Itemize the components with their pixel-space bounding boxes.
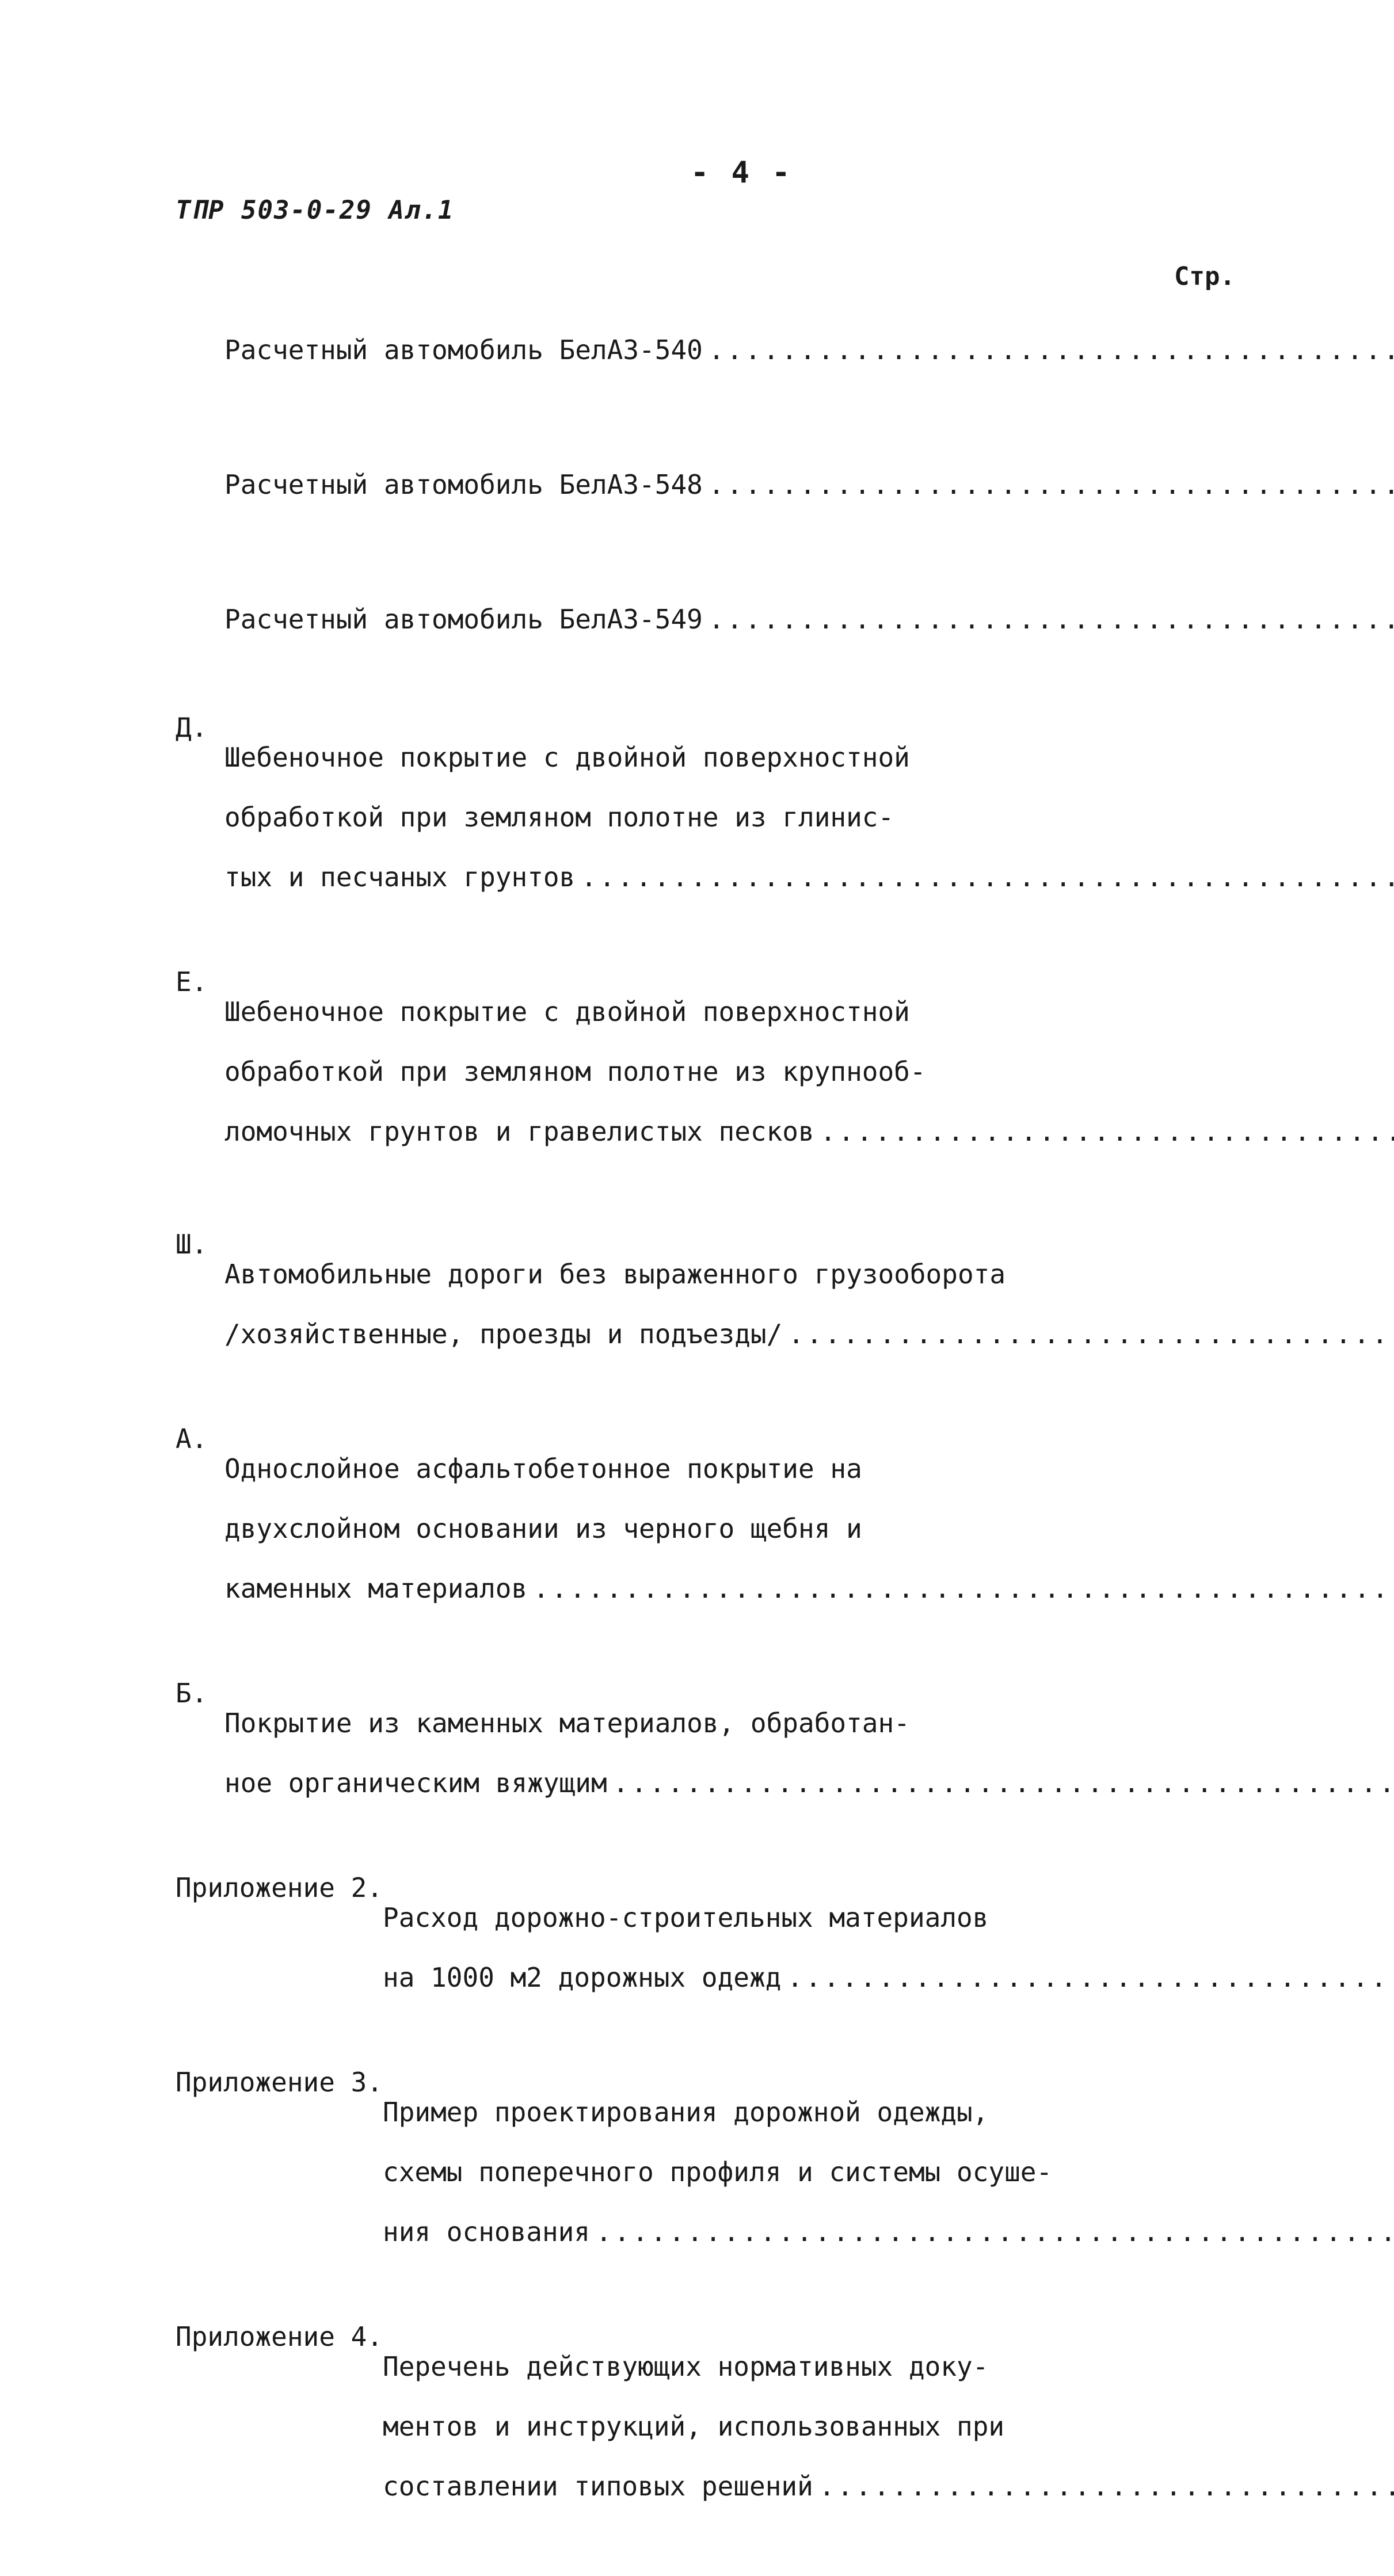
- toc-entry-marker: Д.: [176, 712, 208, 743]
- toc-entry-line: схемы поперечного профиля и системы осуше-: [383, 2156, 1053, 2188]
- toc-entry-title: ния основания: [383, 2216, 591, 2247]
- toc-entry: [176, 1229, 1240, 1409]
- toc-entry-text: [383, 2067, 1394, 2307]
- toc-entry: [176, 1678, 1240, 1858]
- toc-entry-marker: Б.: [176, 1678, 208, 1709]
- leader-dots: [613, 1768, 1394, 1798]
- page-number: - 4 -: [691, 155, 793, 190]
- toc-entry-text: [224, 305, 1394, 425]
- toc-entry: [176, 440, 1240, 559]
- leader-dots: [709, 604, 1394, 634]
- toc-entry: [176, 712, 1240, 952]
- toc-entry-line: Шебеночное покрытие с двойной поверхностной: [224, 996, 910, 1027]
- toc-entry-text: [383, 1873, 1394, 2052]
- page-column-header: Стр.: [1174, 262, 1235, 291]
- toc-entry-line: двухслойном основании из черного щебня и: [224, 1513, 862, 1544]
- toc-entry-title: Расчетный автомобиль БелАЗ-540: [224, 334, 703, 365]
- toc-entry-title: составлении типовых решений: [383, 2471, 813, 2502]
- toc-entry: [176, 2067, 1240, 2307]
- toc-entry: [176, 1424, 1240, 1663]
- toc-entry-line: Однослойное асфальтобетонное покрытие на: [224, 1453, 862, 1484]
- toc-entry-line: обработкой при земляном полотне из глинис-: [224, 802, 894, 833]
- toc-entry-marker: Приложение 3.: [176, 2067, 383, 2098]
- toc-entry-text: [224, 574, 1394, 694]
- toc-entry-text: [224, 1229, 1394, 1409]
- toc-entry-marker: Приложение 2.: [176, 1872, 383, 1903]
- toc-entry-line: Перечень действующих нормативных доку-: [383, 2351, 989, 2382]
- toc-entry-title: ное органическим вяжущим: [224, 1767, 607, 1798]
- toc-entry: [176, 2322, 1240, 2561]
- toc-entry-line: Пример проектирования дорожной одежды,: [383, 2097, 989, 2128]
- toc-entry-line: ментов и инструкций, использованных при: [383, 2411, 1005, 2442]
- toc-entry-line: Покрытие из каменных материалов, обработан-: [224, 1708, 910, 1739]
- toc-entry-title: Расчетный автомобиль БелАЗ-549: [224, 604, 703, 635]
- leader-dots: [533, 1573, 1394, 1603]
- toc-entry-title: каменных материалов: [224, 1573, 528, 1604]
- toc-entry-marker: А.: [176, 1423, 208, 1454]
- toc-entry-text: [383, 2322, 1394, 2561]
- toc-entry: [176, 305, 1240, 425]
- leader-dots: [787, 1963, 1394, 1992]
- toc-entry-title: Расчетный автомобиль БелАЗ-548: [224, 469, 703, 500]
- toc-entry-line: Шебеночное покрытие с двойной поверхностной: [224, 742, 910, 773]
- toc-entry-line: Автомобильные дороги без выраженного грузооборота: [224, 1259, 1006, 1290]
- leader-dots: [788, 1319, 1394, 1349]
- toc-entry-text: [224, 440, 1394, 559]
- toc-entry: [176, 574, 1240, 694]
- document-code: ТПР 503-0-29 Ал.1: [176, 196, 455, 225]
- toc-entry-text: [224, 1424, 1394, 1663]
- toc-entry-text: [224, 712, 1394, 952]
- leader-dots: [581, 862, 1394, 892]
- leader-dots: [709, 470, 1394, 500]
- toc-entry: [176, 967, 1240, 1206]
- toc-entry-marker: Ш.: [176, 1229, 208, 1260]
- toc-entry-line: Расход дорожно-строительных материалов: [383, 1902, 989, 1933]
- toc-entry-text: [224, 967, 1394, 1206]
- toc-entry-line: обработкой при земляном полотне из крупнооб-: [224, 1056, 926, 1087]
- toc-entry-text: [224, 1678, 1394, 1858]
- leader-dots: [596, 2217, 1394, 2247]
- toc-entry-title: тых и песчаных грунтов: [224, 862, 576, 893]
- leader-dots: [819, 2471, 1394, 2501]
- leader-dots: [709, 335, 1394, 365]
- toc-entry-marker: Приложение 4.: [176, 2321, 383, 2352]
- toc-entry-title: ломочных грунтов и гравелистых песков: [224, 1116, 814, 1147]
- toc-entry-title: на 1000 м2 дорожных одежд: [383, 1962, 782, 1993]
- toc-entry-title: /хозяйственные, проезды и подъезды/: [224, 1319, 783, 1350]
- table-of-contents: [176, 305, 1240, 2576]
- toc-entry-marker: Е.: [176, 966, 208, 997]
- leader-dots: [820, 1116, 1394, 1146]
- toc-entry: [176, 1873, 1240, 2052]
